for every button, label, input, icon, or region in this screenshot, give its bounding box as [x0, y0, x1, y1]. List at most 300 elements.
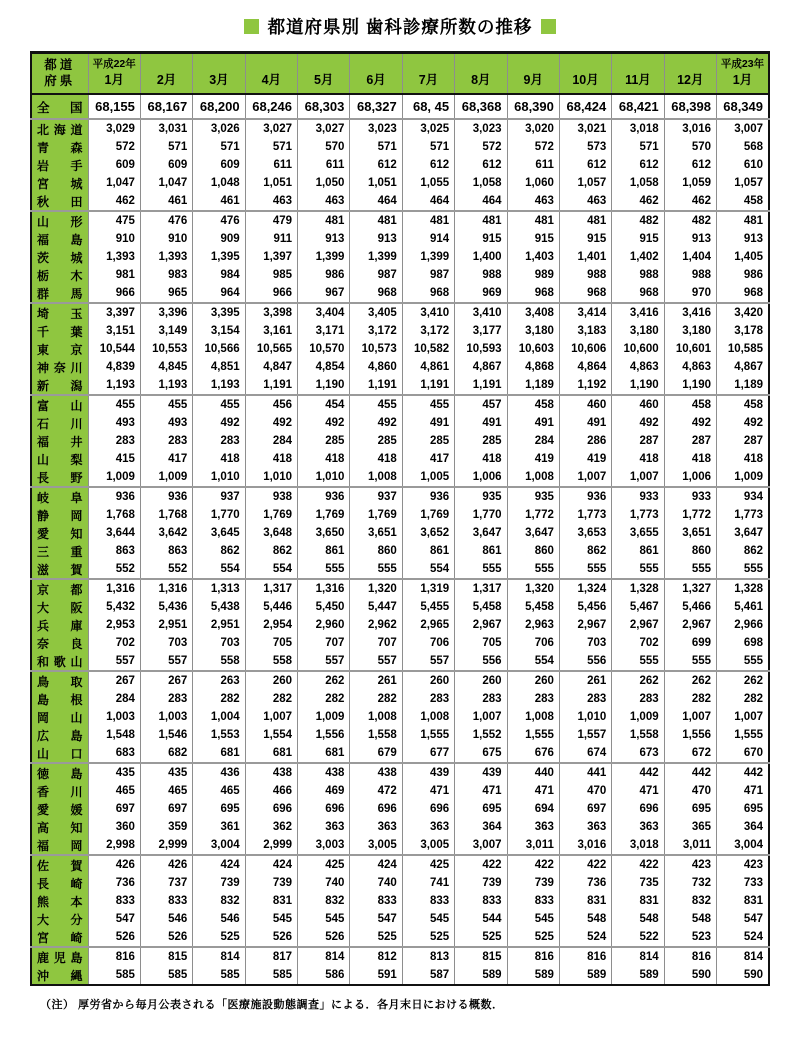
value-cell: 364 — [717, 818, 770, 836]
table-row — [31, 303, 769, 322]
value-cell: 68,155 — [88, 94, 140, 119]
era-year-label — [403, 57, 454, 72]
value-cell: 1,556 — [664, 726, 716, 744]
value-cell: 813 — [402, 947, 454, 966]
value-cell: 585 — [140, 966, 192, 985]
value-cell: 988 — [455, 266, 507, 284]
value-cell: 3,648 — [245, 524, 297, 542]
value-cell: 968 — [350, 284, 402, 303]
value-cell: 558 — [193, 652, 245, 671]
value-cell: 611 — [507, 156, 559, 174]
prefecture-group — [31, 947, 769, 985]
value-cell: 424 — [245, 855, 297, 874]
value-cell: 525 — [193, 928, 245, 947]
value-cell: 10,566 — [193, 340, 245, 358]
value-cell: 740 — [350, 874, 402, 892]
value-cell: 589 — [455, 966, 507, 985]
value-cell: 612 — [455, 156, 507, 174]
value-cell: 492 — [664, 414, 716, 432]
value-cell: 703 — [559, 634, 611, 652]
row-label: 岡山 — [31, 708, 88, 726]
month-label: 6月 — [366, 73, 386, 87]
value-cell: 570 — [298, 138, 350, 156]
value-cell: 1,773 — [717, 506, 770, 524]
row-label: 富山 — [31, 395, 88, 414]
value-cell: 611 — [245, 156, 297, 174]
value-cell: 1,192 — [559, 376, 611, 395]
table-row — [31, 560, 769, 579]
value-cell: 10,606 — [559, 340, 611, 358]
row-label: 千葉 — [31, 322, 88, 340]
value-cell: 283 — [455, 690, 507, 708]
value-cell: 831 — [559, 892, 611, 910]
value-cell: 965 — [140, 284, 192, 303]
value-cell: 557 — [140, 652, 192, 671]
value-cell: 462 — [664, 192, 716, 211]
dental-clinics-by-prefecture-table — [30, 51, 770, 986]
value-cell: 491 — [559, 414, 611, 432]
value-cell: 1,006 — [455, 468, 507, 487]
value-cell: 733 — [717, 874, 770, 892]
value-cell: 5,436 — [140, 598, 192, 616]
value-cell: 696 — [298, 800, 350, 818]
value-cell: 3,647 — [507, 524, 559, 542]
value-cell: 1,319 — [402, 579, 454, 598]
value-cell: 436 — [193, 763, 245, 782]
table-row — [31, 432, 769, 450]
value-cell: 1,395 — [193, 248, 245, 266]
value-cell: 363 — [507, 818, 559, 836]
value-cell: 425 — [402, 855, 454, 874]
value-cell: 1,558 — [612, 726, 664, 744]
value-cell: 526 — [140, 928, 192, 947]
value-cell: 68,424 — [559, 94, 611, 119]
value-cell: 462 — [612, 192, 664, 211]
value-cell: 683 — [88, 744, 140, 763]
month-label: 7月 — [418, 73, 439, 87]
value-cell: 555 — [298, 560, 350, 579]
row-label: 新潟 — [31, 376, 88, 395]
value-cell: 4,861 — [402, 358, 454, 376]
value-cell: 287 — [717, 432, 770, 450]
value-cell: 547 — [717, 910, 770, 928]
value-cell: 481 — [559, 211, 611, 230]
value-cell: 3,003 — [298, 836, 350, 855]
table-row — [31, 542, 769, 560]
value-cell: 705 — [245, 634, 297, 652]
value-cell: 3,652 — [402, 524, 454, 542]
value-cell: 589 — [612, 966, 664, 985]
value-cell: 283 — [559, 690, 611, 708]
row-label: 岩手 — [31, 156, 88, 174]
value-cell: 557 — [88, 652, 140, 671]
value-cell: 1,313 — [193, 579, 245, 598]
value-cell: 454 — [298, 395, 350, 414]
value-cell: 475 — [88, 211, 140, 230]
value-cell: 481 — [402, 211, 454, 230]
value-cell: 987 — [402, 266, 454, 284]
table-row — [31, 468, 769, 487]
value-cell: 1,057 — [717, 174, 770, 192]
value-cell: 491 — [507, 414, 559, 432]
value-cell: 4,867 — [717, 358, 770, 376]
value-cell: 816 — [559, 947, 611, 966]
value-cell: 707 — [298, 634, 350, 652]
value-cell: 609 — [140, 156, 192, 174]
value-cell: 1,010 — [245, 468, 297, 487]
value-cell: 555 — [455, 560, 507, 579]
value-cell: 5,438 — [193, 598, 245, 616]
month-label: 11月 — [625, 73, 651, 87]
value-cell: 435 — [88, 763, 140, 782]
value-cell: 493 — [88, 414, 140, 432]
value-cell: 1,555 — [402, 726, 454, 744]
prefecture-group — [31, 487, 769, 579]
value-cell: 285 — [298, 432, 350, 450]
value-cell: 1,010 — [193, 468, 245, 487]
value-cell: 426 — [88, 855, 140, 874]
value-cell: 491 — [455, 414, 507, 432]
value-cell: 3,154 — [193, 322, 245, 340]
value-cell: 832 — [193, 892, 245, 910]
value-cell: 471 — [402, 782, 454, 800]
value-cell: 260 — [507, 671, 559, 690]
table-row — [31, 928, 769, 947]
value-cell: 986 — [298, 266, 350, 284]
value-cell: 4,860 — [350, 358, 402, 376]
value-cell: 986 — [717, 266, 770, 284]
value-cell: 696 — [612, 800, 664, 818]
value-cell: 548 — [664, 910, 716, 928]
row-label: 茨城 — [31, 248, 88, 266]
value-cell: 1,546 — [140, 726, 192, 744]
row-label: 福井 — [31, 432, 88, 450]
value-cell: 439 — [402, 763, 454, 782]
value-cell: 481 — [298, 211, 350, 230]
national-total-body — [31, 94, 769, 119]
value-cell: 989 — [507, 266, 559, 284]
value-cell: 2,966 — [717, 616, 770, 634]
value-cell: 1,773 — [612, 506, 664, 524]
value-cell: 681 — [193, 744, 245, 763]
value-cell: 612 — [559, 156, 611, 174]
value-cell: 438 — [245, 763, 297, 782]
row-label: 群馬 — [31, 284, 88, 303]
value-cell: 833 — [350, 892, 402, 910]
value-cell: 556 — [455, 652, 507, 671]
table-row — [31, 211, 769, 230]
value-cell: 4,863 — [664, 358, 716, 376]
value-cell: 262 — [664, 671, 716, 690]
value-cell: 1,193 — [193, 376, 245, 395]
value-cell: 1,058 — [455, 174, 507, 192]
value-cell: 558 — [245, 652, 297, 671]
value-cell: 555 — [507, 560, 559, 579]
value-cell: 860 — [664, 542, 716, 560]
value-cell: 1,190 — [612, 376, 664, 395]
value-cell: 261 — [559, 671, 611, 690]
value-cell: 938 — [245, 487, 297, 506]
value-cell: 523 — [664, 928, 716, 947]
value-cell: 910 — [140, 230, 192, 248]
value-cell: 435 — [140, 763, 192, 782]
value-cell: 525 — [455, 928, 507, 947]
value-cell: 283 — [612, 690, 664, 708]
row-label: 岐阜 — [31, 487, 88, 506]
value-cell: 1,399 — [298, 248, 350, 266]
value-cell: 4,847 — [245, 358, 297, 376]
value-cell: 737 — [140, 874, 192, 892]
value-cell: 911 — [245, 230, 297, 248]
value-cell: 1,191 — [455, 376, 507, 395]
value-cell: 458 — [507, 395, 559, 414]
value-cell: 3,647 — [455, 524, 507, 542]
value-cell: 739 — [245, 874, 297, 892]
value-cell: 1,320 — [507, 579, 559, 598]
value-cell: 3,031 — [140, 119, 192, 138]
value-cell: 458 — [664, 395, 716, 414]
value-cell: 3,025 — [402, 119, 454, 138]
value-cell: 465 — [140, 782, 192, 800]
value-cell: 10,553 — [140, 340, 192, 358]
value-cell: 260 — [245, 671, 297, 690]
value-cell: 1,317 — [455, 579, 507, 598]
value-cell: 2,965 — [402, 616, 454, 634]
value-cell: 5,461 — [717, 598, 770, 616]
value-cell: 260 — [402, 671, 454, 690]
month-label: 3月 — [209, 73, 229, 87]
value-cell: 283 — [140, 690, 192, 708]
value-cell: 988 — [559, 266, 611, 284]
row-label: 福島 — [31, 230, 88, 248]
value-cell: 703 — [193, 634, 245, 652]
value-cell: 832 — [298, 892, 350, 910]
value-cell: 590 — [717, 966, 770, 985]
value-cell: 455 — [88, 395, 140, 414]
value-cell: 3,149 — [140, 322, 192, 340]
row-label: 長崎 — [31, 874, 88, 892]
value-cell: 833 — [140, 892, 192, 910]
value-cell: 68,303 — [298, 94, 350, 119]
value-cell: 10,600 — [612, 340, 664, 358]
value-cell: 68,421 — [612, 94, 664, 119]
value-cell: 482 — [664, 211, 716, 230]
value-cell: 672 — [664, 744, 716, 763]
value-cell: 547 — [88, 910, 140, 928]
value-cell: 283 — [507, 690, 559, 708]
value-cell: 464 — [402, 192, 454, 211]
value-cell: 282 — [664, 690, 716, 708]
value-cell: 1,399 — [402, 248, 454, 266]
value-cell: 936 — [88, 487, 140, 506]
table-container — [30, 51, 770, 986]
value-cell: 68,398 — [664, 94, 716, 119]
value-cell: 286 — [559, 432, 611, 450]
row-label: 北海道 — [31, 119, 88, 138]
prefecture-group — [31, 855, 769, 947]
value-cell: 552 — [88, 560, 140, 579]
value-cell: 363 — [612, 818, 664, 836]
value-cell: 831 — [717, 892, 770, 910]
value-cell: 423 — [664, 855, 716, 874]
row-label: 高知 — [31, 818, 88, 836]
value-cell: 425 — [298, 855, 350, 874]
table-row — [31, 910, 769, 928]
value-cell: 698 — [717, 634, 770, 652]
value-cell: 739 — [193, 874, 245, 892]
value-cell: 2,967 — [664, 616, 716, 634]
value-cell: 466 — [245, 782, 297, 800]
row-label: 山形 — [31, 211, 88, 230]
value-cell: 3,027 — [245, 119, 297, 138]
value-cell: 817 — [245, 947, 297, 966]
value-cell: 260 — [455, 671, 507, 690]
month-label: 10月 — [572, 73, 599, 87]
value-cell: 1,008 — [507, 708, 559, 726]
value-cell: 1,051 — [350, 174, 402, 192]
value-cell: 695 — [717, 800, 770, 818]
month-label: 1月 — [104, 73, 124, 87]
row-label: 香川 — [31, 782, 88, 800]
value-cell: 2,962 — [350, 616, 402, 634]
value-cell: 3,004 — [193, 836, 245, 855]
value-cell: 968 — [717, 284, 770, 303]
value-cell: 476 — [193, 211, 245, 230]
value-cell: 424 — [193, 855, 245, 874]
row-label: 鳥取 — [31, 671, 88, 690]
value-cell: 4,864 — [559, 358, 611, 376]
value-cell: 5,455 — [402, 598, 454, 616]
value-cell: 1,010 — [559, 708, 611, 726]
value-cell: 968 — [612, 284, 664, 303]
value-cell: 572 — [507, 138, 559, 156]
table-row — [31, 763, 769, 782]
column-header-month-8 — [455, 53, 507, 95]
value-cell: 589 — [507, 966, 559, 985]
value-cell: 1,328 — [612, 579, 664, 598]
value-cell: 1,009 — [298, 708, 350, 726]
value-cell: 555 — [612, 652, 664, 671]
row-label: 秋田 — [31, 192, 88, 211]
page-title-text: 都道府県別 歯科診療所数の推移 — [267, 17, 533, 37]
title-accent-square-right — [541, 19, 556, 34]
value-cell: 702 — [612, 634, 664, 652]
value-cell: 833 — [88, 892, 140, 910]
value-cell: 571 — [350, 138, 402, 156]
value-cell: 481 — [350, 211, 402, 230]
value-cell: 3,004 — [717, 836, 770, 855]
value-cell: 816 — [507, 947, 559, 966]
table-row — [31, 818, 769, 836]
value-cell: 936 — [559, 487, 611, 506]
value-cell: 524 — [559, 928, 611, 947]
value-cell: 612 — [350, 156, 402, 174]
value-cell: 863 — [140, 542, 192, 560]
value-cell: 464 — [455, 192, 507, 211]
value-cell: 706 — [507, 634, 559, 652]
value-cell: 458 — [717, 395, 770, 414]
value-cell: 3,005 — [350, 836, 402, 855]
value-cell: 362 — [245, 818, 297, 836]
value-cell: 462 — [88, 192, 140, 211]
prefecture-column-header-line: 都道 — [44, 58, 76, 72]
value-cell: 3,655 — [612, 524, 664, 542]
value-cell: 3,021 — [559, 119, 611, 138]
value-cell: 612 — [664, 156, 716, 174]
value-cell: 1,008 — [350, 708, 402, 726]
value-cell: 4,854 — [298, 358, 350, 376]
value-cell: 363 — [350, 818, 402, 836]
value-cell: 492 — [350, 414, 402, 432]
value-cell: 696 — [245, 800, 297, 818]
table-row — [31, 708, 769, 726]
value-cell: 418 — [612, 450, 664, 468]
value-cell: 4,868 — [507, 358, 559, 376]
value-cell: 702 — [88, 634, 140, 652]
value-cell: 1,060 — [507, 174, 559, 192]
value-cell: 1,558 — [350, 726, 402, 744]
value-cell: 610 — [717, 156, 770, 174]
value-cell: 935 — [507, 487, 559, 506]
value-cell: 586 — [298, 966, 350, 985]
value-cell: 1,555 — [507, 726, 559, 744]
value-cell: 2,999 — [140, 836, 192, 855]
value-cell: 287 — [664, 432, 716, 450]
value-cell: 571 — [140, 138, 192, 156]
value-cell: 3,151 — [88, 322, 140, 340]
value-cell: 861 — [298, 542, 350, 560]
month-label: 12月 — [677, 73, 704, 87]
value-cell: 441 — [559, 763, 611, 782]
value-cell: 455 — [350, 395, 402, 414]
table-row — [31, 671, 769, 690]
value-cell: 910 — [88, 230, 140, 248]
value-cell: 1,403 — [507, 248, 559, 266]
row-label: 島根 — [31, 690, 88, 708]
value-cell: 3,172 — [350, 322, 402, 340]
value-cell: 815 — [140, 947, 192, 966]
value-cell: 547 — [350, 910, 402, 928]
value-cell: 422 — [612, 855, 664, 874]
value-cell: 4,845 — [140, 358, 192, 376]
value-cell: 987 — [350, 266, 402, 284]
value-cell: 3,408 — [507, 303, 559, 322]
value-cell: 284 — [507, 432, 559, 450]
value-cell: 555 — [664, 560, 716, 579]
value-cell: 936 — [140, 487, 192, 506]
value-cell: 695 — [193, 800, 245, 818]
value-cell: 3,642 — [140, 524, 192, 542]
value-cell: 1,772 — [507, 506, 559, 524]
era-year-label — [350, 57, 401, 72]
value-cell: 862 — [245, 542, 297, 560]
value-cell: 10,585 — [717, 340, 770, 358]
value-cell: 460 — [612, 395, 664, 414]
value-cell: 1,328 — [717, 579, 770, 598]
table-row — [31, 230, 769, 248]
value-cell: 815 — [455, 947, 507, 966]
value-cell: 739 — [507, 874, 559, 892]
value-cell: 936 — [402, 487, 454, 506]
value-cell: 861 — [612, 542, 664, 560]
value-cell: 3,651 — [350, 524, 402, 542]
value-cell: 1,009 — [88, 468, 140, 487]
value-cell: 816 — [664, 947, 716, 966]
value-cell: 1,400 — [455, 248, 507, 266]
value-cell: 673 — [612, 744, 664, 763]
value-cell: 1,399 — [350, 248, 402, 266]
value-cell: 5,447 — [350, 598, 402, 616]
